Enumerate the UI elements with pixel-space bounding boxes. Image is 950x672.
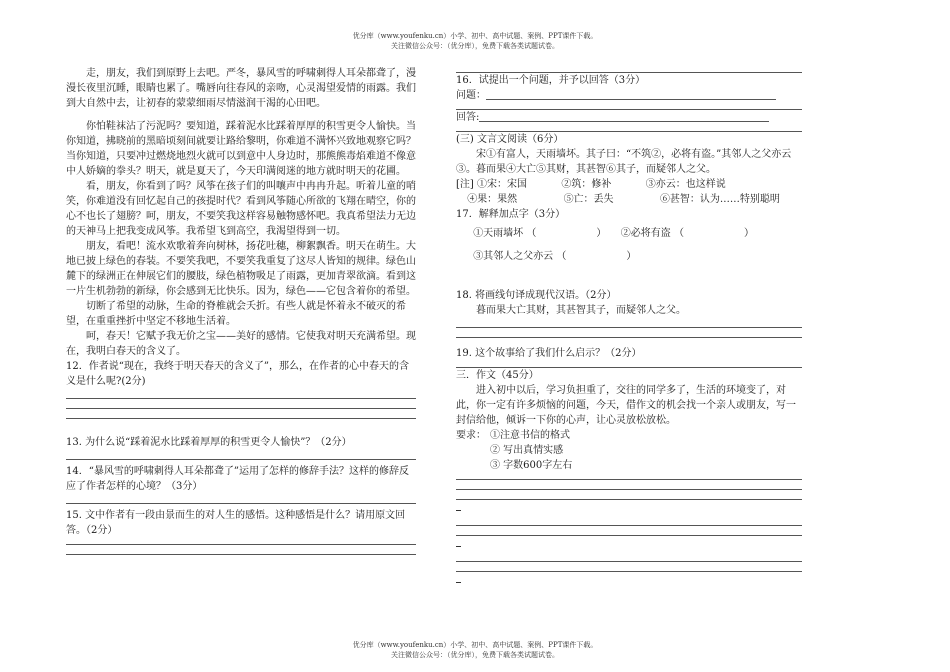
- passage-para-1: 走，朋友，我们到原野上去吧。严冬，暴风雪的呼啸刺得人耳朵都聋了，漫漫长夜里沉睡，眼睛也累了。嘴唇向往春风的亲吻，心灵渴望爱情的雨露。我们到大自然中去，让初春的蒙蒙细雨尽情滋润干渴的心田吧。: [66, 68, 416, 109]
- answer-line[interactable]: [66, 409, 416, 419]
- question-12: 12．作者说“现在，我终于明天春天的含义了”，那么，在作者的心中春天的含义是什么呢?(2分): [66, 361, 409, 387]
- passage-para-2: 你怕鞋袜沾了污泥吗？要知道，踩着泥水比踩着厚厚的积雪更令人愉快。当你知道，拂晓前的黑暗顷刻间就要让路给黎明，你难道不满怀兴致地观察它吗？当你知道，只要冲过燃烧地烈火就可以到意中人身边时，那熊熊毒焰难道不像意中人娇嫡的拳头？明天，就是夏天了，今天印满阅迷的地方就时明天的花圃。: [66, 121, 416, 177]
- left-column: [66, 66, 416, 555]
- requirement-1: ①注意书信的格式: [490, 430, 570, 441]
- notes-row-1: [456, 177, 802, 192]
- writing-line[interactable]: [456, 516, 802, 526]
- question-19: 19. 这个故事给了我们什么启示？（2分）: [456, 348, 642, 359]
- answer-line[interactable]: [456, 66, 802, 73]
- passage-para-3: 看，朋友，你看到了吗？风筝在孩子们的叫嚷声中冉冉升起。听着儿童的哨笑，你难道没有回忆起自己的孩提时代？看到风筝随心所欲的飞翔在晴空，你的心不也长了翅膀？呵，朋友，不要笑我这样容易触物感怀吧。我真希望法力无边的天神马上把我变成风筝。我希望飞到高空，我渴望得到一切。: [66, 181, 416, 237]
- answer-line[interactable]: [456, 361, 802, 368]
- footer-line-2: 关注微信公众号：（优分库），免费下载各类试题试卷。: [391, 651, 559, 659]
- passage-para-4: 朋友，看吧！流水欢歌着奔向树林，扬花吐穗，柳絮飘香。明天在萌生。大地已披上绿色的春装。不要笑我吧，不要笑我重复了这尽人皆知的规律。绿色山麓下的绿洲正在伸展它们的腰肢，绿色植物吸足了雨露，更加青翠欲滴。看到这一片生机勃勃的新绿，你会感到无比快乐。因为，绿色——它包含着你的希望。: [66, 241, 416, 297]
- q17-row-1: [456, 226, 802, 241]
- section-classical-chinese-title: (三) 文言文阅读（6分）: [456, 134, 564, 145]
- answer-line[interactable]: [66, 494, 416, 504]
- note-5: ⑤亡：丢失: [563, 194, 614, 205]
- q17-item-1: ①天雨墙坏: [473, 228, 524, 239]
- classical-passage: 宋①有富人，天雨墙坏。其子曰：“不筑②，必将有盗。”其邻人之父亦云③。暮而果④大亡⑤其财，其甚智⑥其子，而疑邻人之父。: [456, 149, 792, 175]
- q17-blank-1[interactable]: （ ）: [526, 228, 607, 239]
- answer-line[interactable]: [66, 389, 416, 399]
- writing-line-stub: [456, 536, 461, 547]
- writing-line-stub: [456, 500, 461, 511]
- writing-line[interactable]: [456, 490, 802, 500]
- q17-item-3: ③其邻人之父亦云: [473, 251, 554, 262]
- note-2: ②筑：修补: [561, 179, 612, 190]
- answer-line[interactable]: [456, 125, 802, 132]
- q16-answer-label: 回答:: [456, 112, 480, 123]
- answer-line[interactable]: [456, 318, 802, 328]
- writing-line[interactable]: [456, 526, 802, 536]
- q17-item-2: ②必将有盗: [620, 228, 671, 239]
- note-3: ③亦云：也这样说: [645, 179, 726, 190]
- answer-line[interactable]: [456, 328, 802, 338]
- q18-sentence: 暮而果大亡其财，其甚智其子，而疑邻人之父。: [476, 305, 686, 316]
- writing-line[interactable]: [456, 480, 802, 490]
- requirement-2: ② 写出真情实感: [490, 445, 564, 456]
- q17-blank-3[interactable]: （ ）: [556, 251, 637, 262]
- answer-line[interactable]: [66, 545, 416, 555]
- requirement-3: ③ 字数600字左右: [490, 460, 573, 471]
- question-13: 13. 为什么说“踩着泥水比踩着厚厚的积雪更令人愉快”？（2分）: [66, 437, 352, 448]
- header-line-2: 关注微信公众号：（优分库），免费下载各类试题试卷。: [391, 42, 559, 50]
- question-18: 18. 将画线句译成现代汉语。（2分）: [456, 290, 617, 301]
- note-4: ④果：果然: [467, 194, 518, 205]
- header-line-1: 优分库（www.youfenku.cn）小学、初中、高中试题、案例、PPT课件下载。: [352, 32, 598, 40]
- page-header: [0, 31, 950, 51]
- composition-prompt: 进入初中以后，学习负担重了，交往的同学多了，生活的环境变了，对此，你一定有许多烦恼的问题，今天，借作文的机会找一个亲人或朋友，写一封信给他，倾诉一下你的心声，让心灵放松放松。: [456, 385, 796, 426]
- answer-line[interactable]: [66, 399, 416, 409]
- footer-line-1: 优分库（www.youfenku.cn）小学、初中、高中试题、案例、PPT课件下载。: [352, 641, 598, 649]
- passage-para-5: 切断了希望的动脉，生命的脊椎就会夭折。有些人就是怀着永不破灭的希望，在重重挫折中坚定不移地生活着。: [66, 301, 406, 327]
- right-column: [456, 66, 802, 588]
- note-6: ⑥甚智：认为……特别聪明: [659, 194, 780, 205]
- q17-row-2: [456, 249, 802, 264]
- answer-line[interactable]: [456, 103, 802, 110]
- question-17: 17．解释加点字（3分）: [456, 209, 566, 220]
- section-composition-title: 三．作文（45分）: [456, 370, 539, 381]
- q17-blank-2[interactable]: （ ）: [673, 228, 754, 239]
- notes-label: [注]: [456, 179, 474, 190]
- q16-question-field[interactable]: [486, 88, 776, 100]
- answer-line[interactable]: [66, 538, 416, 545]
- writing-line-stub: [456, 572, 461, 583]
- note-1: ①宋：宋国: [477, 179, 527, 190]
- writing-line[interactable]: [456, 552, 802, 562]
- q16-answer-field[interactable]: [479, 110, 769, 122]
- question-14: 14．“暴风雪的呼啸刺得人耳朵都聋了”运用了怎样的修辞手法？这样的修辞反应了作者怎样的心境？（3分）: [66, 466, 409, 492]
- writing-line[interactable]: [456, 562, 802, 572]
- question-15: 15. 文中作者有一段由景而生的对人生的感悟。这种感悟是什么？请用原文回答。（2分）: [66, 510, 406, 536]
- notes-row-2: [456, 192, 802, 207]
- q16-question-label: 问题：: [456, 90, 486, 101]
- requirements-label: 要求：: [456, 430, 486, 441]
- question-16: 16．试提出一个问题，并予以回答（3分）: [456, 75, 646, 86]
- requirements: [456, 428, 802, 473]
- answer-line[interactable]: [66, 450, 416, 460]
- writing-line[interactable]: [456, 473, 802, 480]
- page-footer: [0, 640, 950, 660]
- passage-para-6: 呵，春天！它赋予我无价之宝——美好的感情。它使我对明天充满希望。现在，我明白春天的含义了。: [66, 331, 416, 357]
